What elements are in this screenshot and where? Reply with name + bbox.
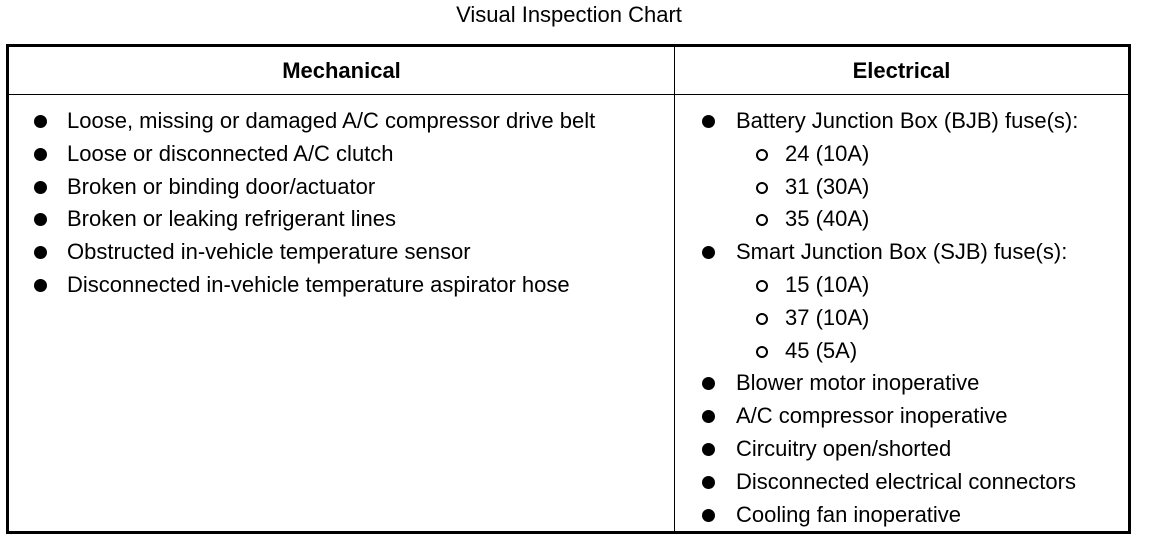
mechanical-item (9, 138, 595, 171)
bullet-icon (34, 181, 47, 194)
bullet-icon (34, 246, 47, 259)
item-text: 37 (10A) (785, 304, 870, 330)
hollow-bullet-icon (756, 182, 768, 194)
item-text: Loose or disconnected A/C clutch (67, 140, 394, 166)
item-text: Smart Junction Box (SJB) fuse(s): (736, 239, 1068, 265)
electrical-item (675, 400, 1078, 433)
electrical-item (675, 466, 1078, 499)
bullet-icon (34, 148, 47, 161)
inspection-table (6, 44, 1131, 534)
item-text: Obstructed in-vehicle temperature sensor (67, 239, 471, 265)
bullet-icon (702, 476, 715, 489)
electrical-item (675, 433, 1078, 466)
mechanical-item (9, 105, 595, 138)
item-text: Circuitry open/shorted (736, 435, 952, 461)
item-text: 45 (5A) (785, 337, 858, 363)
fuse-subitem (675, 302, 1078, 335)
chart-title: Visual Inspection Chart (456, 2, 682, 27)
item-text: Disconnected in-vehicle temperature aspirator hose (67, 271, 570, 297)
item-text: Broken or binding door/actuator (67, 173, 376, 199)
electrical-item (675, 105, 1078, 138)
fuse-subitem (675, 335, 1078, 368)
fuse-subitem (675, 171, 1078, 204)
electrical-header: Electrical (852, 58, 951, 83)
item-text: Broken or leaking refrigerant lines (67, 206, 396, 232)
item-text: 15 (10A) (785, 271, 870, 297)
bullet-icon (702, 115, 715, 128)
electrical-item (675, 367, 1078, 400)
item-text: 31 (30A) (785, 173, 870, 199)
bullet-icon (702, 509, 715, 522)
hollow-bullet-icon (756, 149, 768, 161)
mechanical-item (9, 171, 595, 204)
bullet-icon (702, 246, 715, 259)
header-divider (9, 94, 1128, 95)
item-text: 35 (40A) (785, 206, 870, 232)
electrical-list (675, 105, 1078, 531)
mechanical-header: Mechanical (282, 58, 401, 83)
bullet-icon (34, 115, 47, 128)
hollow-bullet-icon (756, 280, 768, 292)
item-text: 24 (10A) (785, 140, 870, 166)
mechanical-item (9, 236, 595, 269)
fuse-subitem (675, 203, 1078, 236)
mechanical-item (9, 203, 595, 236)
bullet-icon (702, 443, 715, 456)
bullet-icon (34, 213, 47, 226)
hollow-bullet-icon (756, 214, 768, 226)
hollow-bullet-icon (756, 346, 768, 358)
item-text: Loose, missing or damaged A/C compressor drive belt (67, 108, 596, 133)
mechanical-list (9, 105, 595, 302)
hollow-bullet-icon (756, 313, 768, 325)
bullet-icon (702, 377, 715, 390)
item-text: Disconnected electrical connectors (736, 468, 1076, 494)
electrical-item (675, 499, 1078, 532)
item-text: Battery Junction Box (BJB) fuse(s): (736, 108, 1079, 133)
item-text: Cooling fan inoperative (736, 501, 962, 527)
fuse-subitem (675, 138, 1078, 171)
mechanical-item (9, 269, 595, 302)
fuse-subitem (675, 269, 1078, 302)
item-text: Blower motor inoperative (736, 370, 980, 396)
electrical-item (675, 236, 1078, 269)
item-text: A/C compressor inoperative (736, 403, 1008, 429)
bullet-icon (702, 410, 715, 423)
bullet-icon (34, 279, 47, 292)
